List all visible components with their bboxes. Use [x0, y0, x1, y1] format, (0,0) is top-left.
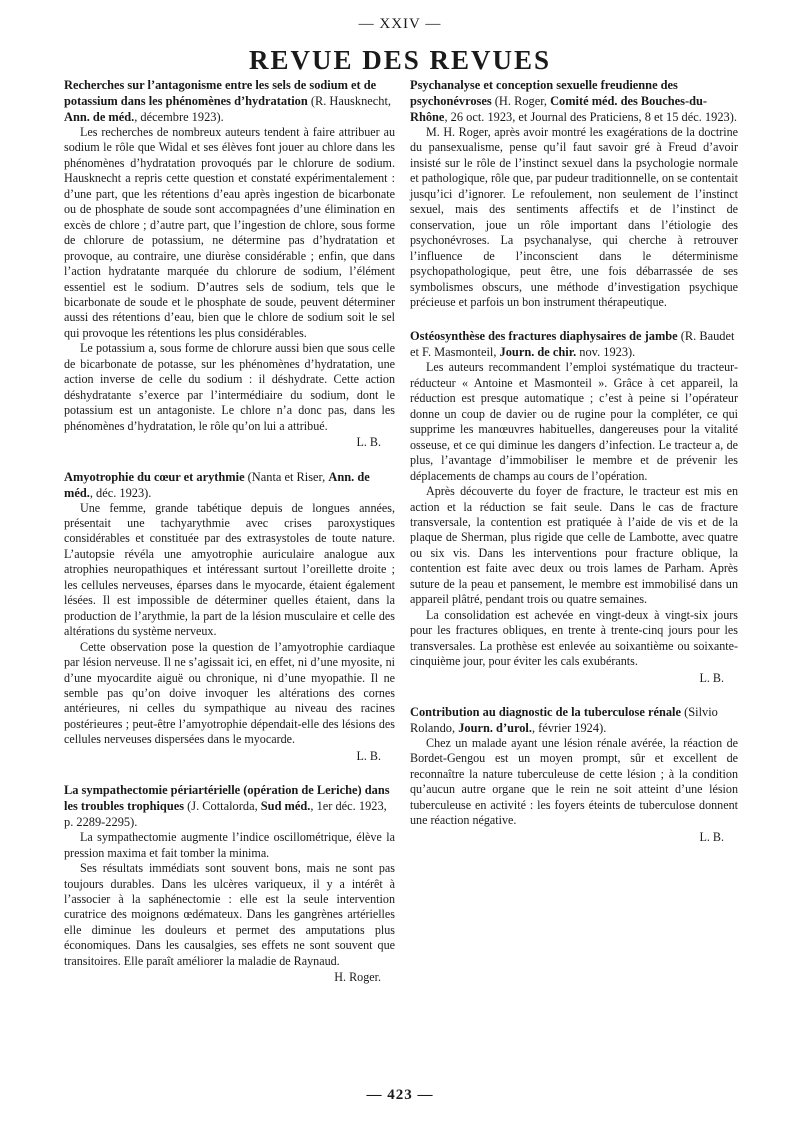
article-heading — [64, 77, 395, 125]
article-signature: L. B. — [356, 435, 381, 450]
article-source: Ann. de méd. — [64, 469, 370, 500]
article-title: Recherches sur l’antagonisme entre les sels de sodium et de potassium dans les phénomènes d’hydratation — [64, 78, 377, 108]
article-paragraph: Chez un malade ayant une lésion rénale avérée, la réaction de Bordet-Gengou est un moyen prompt, sûr et excellent de reconnaître la nature tuberculeuse de cette lésion ; à la condition qu’aucun autre organe que le rein ne soit atteint d’une lésion tuberculeuse en activité : les foyers éteints de tuberculose donnent une réaction négative. — [410, 735, 738, 828]
article — [64, 782, 395, 986]
article-authors: (R. Hausknecht, — [307, 94, 392, 108]
article-paragraph: Cette observation pose la question de l’amyotrophie cardiaque par lésion nerveuse. Il ne s’agissait ici, en effet, ni d’une myosite, ni d’une myocardite aiguë ou chronique, ni d’une myopathie. Il ne semble pas qu’on doive invoquer les altérations des cornes antérieures, ni celles du sympathique au niveau des racines postérieures ; peut-être l’amyotrophie dépendait-elle des lésions des cellules nerveuses dispersées dans le myocarde. — [64, 639, 395, 747]
page-title: REVUE DES REVUES — [248, 45, 552, 75]
article-authors: (J. Cottalorda, — [184, 799, 261, 814]
article-paragraph: La sympathectomie augmente l’indice oscillométrique, élève la pression maxima et fait tomber la minima. — [64, 830, 395, 860]
article-paragraph: Les auteurs recommandent l’emploi systématique du tracteur-réducteur « Antoine et Masmonteil ». Grâce à cet appareil, la réduction est presque automatique ; c’est à peine si l’opérateur donne un coup de davier ou de rugine pour la compléter, ce qui supprime les manœuvres habituelles, dangereuses pour la vitalité osseuse, et ce qui diminue les dangers d’infection. Le tracteur a, de plus, l’avantage d’immobiliser le membre et de prévenir les déplacements de champs au cours de l’opération. — [410, 360, 738, 483]
article-paragraph: Après découverte du foyer de fracture, le tracteur est mis en action et la réduction se fait seule. Dans le cas de fracture transversale, la contention est pratiquée à l’aide de vis et de la plaque de Sherman, plus rigide que celle de Lambotte, avec quatre ou six vis. Dans les interventions pour fracture oblique, la contention est faite avec deux ou trois lames de Parham. Après suture de la peau et pansement, le membre est immobilisé dans un appareil plâtré, pendant trois ou quatre semaines. — [410, 484, 738, 607]
article-heading — [64, 469, 395, 501]
article-signature: H. Roger. — [334, 970, 381, 985]
article-date: , 26 oct. 1923, et Journal des Praticiens, 8 et 15 déc. 1923). — [444, 110, 737, 124]
page-number: — 423 — — [366, 1087, 434, 1103]
article-title: Amyotrophie du cœur et arythmie — [64, 469, 245, 484]
article-signature: L. B. — [699, 670, 724, 685]
article-paragraph: Ses résultats immédiats sont souvent bons, mais ne sont pas toujours durables. Dans les ulcères variqueux, il y a intérêt à l’associer à la saphénectomie : elle est la seule intervention curatrice des moignons œdémateux. Dans les gangrènes artérielles elle diminue les douleurs et permet des amputations plus économiques. Dans les causalgies, ses effets ne sont souvent que transitoires. Elle paraît améliorer la maladie de Raynaud. — [64, 861, 395, 968]
article-authors: (H. Roger, — [491, 94, 551, 108]
article-source: Journ. d’urol. — [458, 720, 532, 735]
article-heading — [410, 77, 738, 125]
article-date: , février 1924). — [531, 720, 607, 735]
article-date: , 1er déc. 1923, p. 2289-2295). — [64, 799, 387, 830]
article — [410, 328, 738, 686]
article-paragraph: Le potassium a, sous forme de chlorure aussi bien que sous celle de bicarbonate de potasse, sur les phénomènes d’hydratation, une action inverse de celle du sodium : il déshydrate. Cette action déshydratante s’exerce par l’intermédiaire du sodium, dont le potassium est un antagoniste. Le chlore n’a donc pas, dans les phénomènes d’hydratation, le rôle qu’on lui a attribué. — [64, 341, 395, 433]
article-paragraph: Une femme, grande tabétique depuis de longues années, présentait une tachyarythmie avec crises paroxystiques considérables et constituée par des extrasystoles de toute nature. L’autopsie révéla une amyotrophie auriculaire analogue aux atrophies neuropathiques et intéressant surtout l’oreillette droite ; les cellules nerveuses, éparses dans le myocarde, étaient également lésées. Il est impossible de déterminer quelles étaient, dans la production de l’arythmie, la part de la lésion musculaire et celle des altérations du système nerveux. — [64, 500, 395, 639]
article-paragraph: La consolidation est achevée en vingt-deux à vingt-six jours pour les fractures obliques, en trente à trente-cinq jours pour les transversales. La prothèse est enlevée au soixantième ou soixante-cinquième jour, pour éviter les cals exubérants. — [410, 607, 738, 669]
article-source: Sud méd. — [260, 799, 311, 814]
article-authors: (Silvio Rolando, — [410, 704, 718, 735]
article-title: Psychanalyse et conception sexuelle freudienne des psychonévroses — [410, 78, 678, 108]
article — [64, 469, 395, 765]
article-heading — [64, 782, 395, 830]
article-source: Ann. de méd. — [64, 110, 135, 124]
left-column — [64, 77, 395, 1004]
article — [64, 77, 395, 451]
article-source: Journ. de chir. — [499, 345, 577, 360]
article-title: Ostéosynthèse des fractures diaphysaires de jambe — [410, 329, 678, 344]
article-source: Comité méd. des Bouches-du-Rhône — [410, 94, 708, 124]
article-paragraph: Les recherches de nombreux auteurs tendent à faire attribuer au sodium le rôle que Widal et ses élèves font jouer au chlore dans les phénomènes d’hydratation provoqués par le chlorure de sodium. Hausknecht a repris cette question et constaté expérimentalement : d’une part, que les rétentions d’eau après ingestion de bicarbonate ou de phosphate de soude sont accompagnées d’une élimination en excès de chlore ; d’autre part, que l’ingestion de chlore, sous forme de chlorure de potassium, ne détermine pas d’hydratation et provoque, au contraire, une diurèse considérable ; enfin, que dans l’action hydratante marquée du chlorure de sodium, l’élément essentiel est le sodium. D’autres sels de sodium, tels que le bicarbonate de soude et le phosphate de soude, peuvent déterminer aussi des rétentions d’eau, bien que le chlore de sodium soit le sel qui provoque les rétentions les plus considérables. — [64, 125, 395, 340]
article-title: Contribution au diagnostic de la tuberculose rénale — [410, 704, 682, 719]
article-authors: (R. Baudet et F. Masmonteil, — [410, 329, 735, 360]
article-signature: L. B. — [699, 829, 724, 844]
article-date: , déc. 1923). — [89, 485, 152, 500]
article — [410, 704, 738, 845]
article-paragraph: M. H. Roger, après avoir montré les exagérations de la doctrine du pansexualisme, pense qu’il faut savoir gré à Freud d’avoir insisté sur le rôle de l’instinct sexuel dans la psychologie normale et pathologique, rôle que, par pudeur traditionnelle, on se contentait jusqu’ici d’ignorer. Le refoulement, non seulement de l’instinct sexuel, mais des sentiments affectifs et de l’instinct de conservation, joue un rôle important dans l’étiologie des psychonévroses. La psychanalyse, qui cherche à retrouver l’influence de l’inconscient dans le déterminisme psychopathologique, peut être, une fois débarrassée de ses symbolismes obscurs, une méthode d’investigation psychique précieuse et parfois un bon instrument thérapeutique. — [410, 125, 738, 309]
article-authors: (Nanta et Riser, — [244, 469, 329, 484]
page-roman-numeral: — XXIV — — [358, 16, 442, 32]
article-heading — [410, 328, 738, 360]
article-date: nov. 1923). — [576, 345, 636, 360]
article — [410, 77, 738, 310]
article-date: , décembre 1923). — [134, 110, 224, 124]
article-heading — [410, 704, 738, 736]
article-signature: L. B. — [356, 748, 381, 763]
right-column — [410, 77, 738, 863]
article-title: La sympathectomie périartérielle (opération de Leriche) dans les troubles trophiques — [64, 783, 390, 814]
